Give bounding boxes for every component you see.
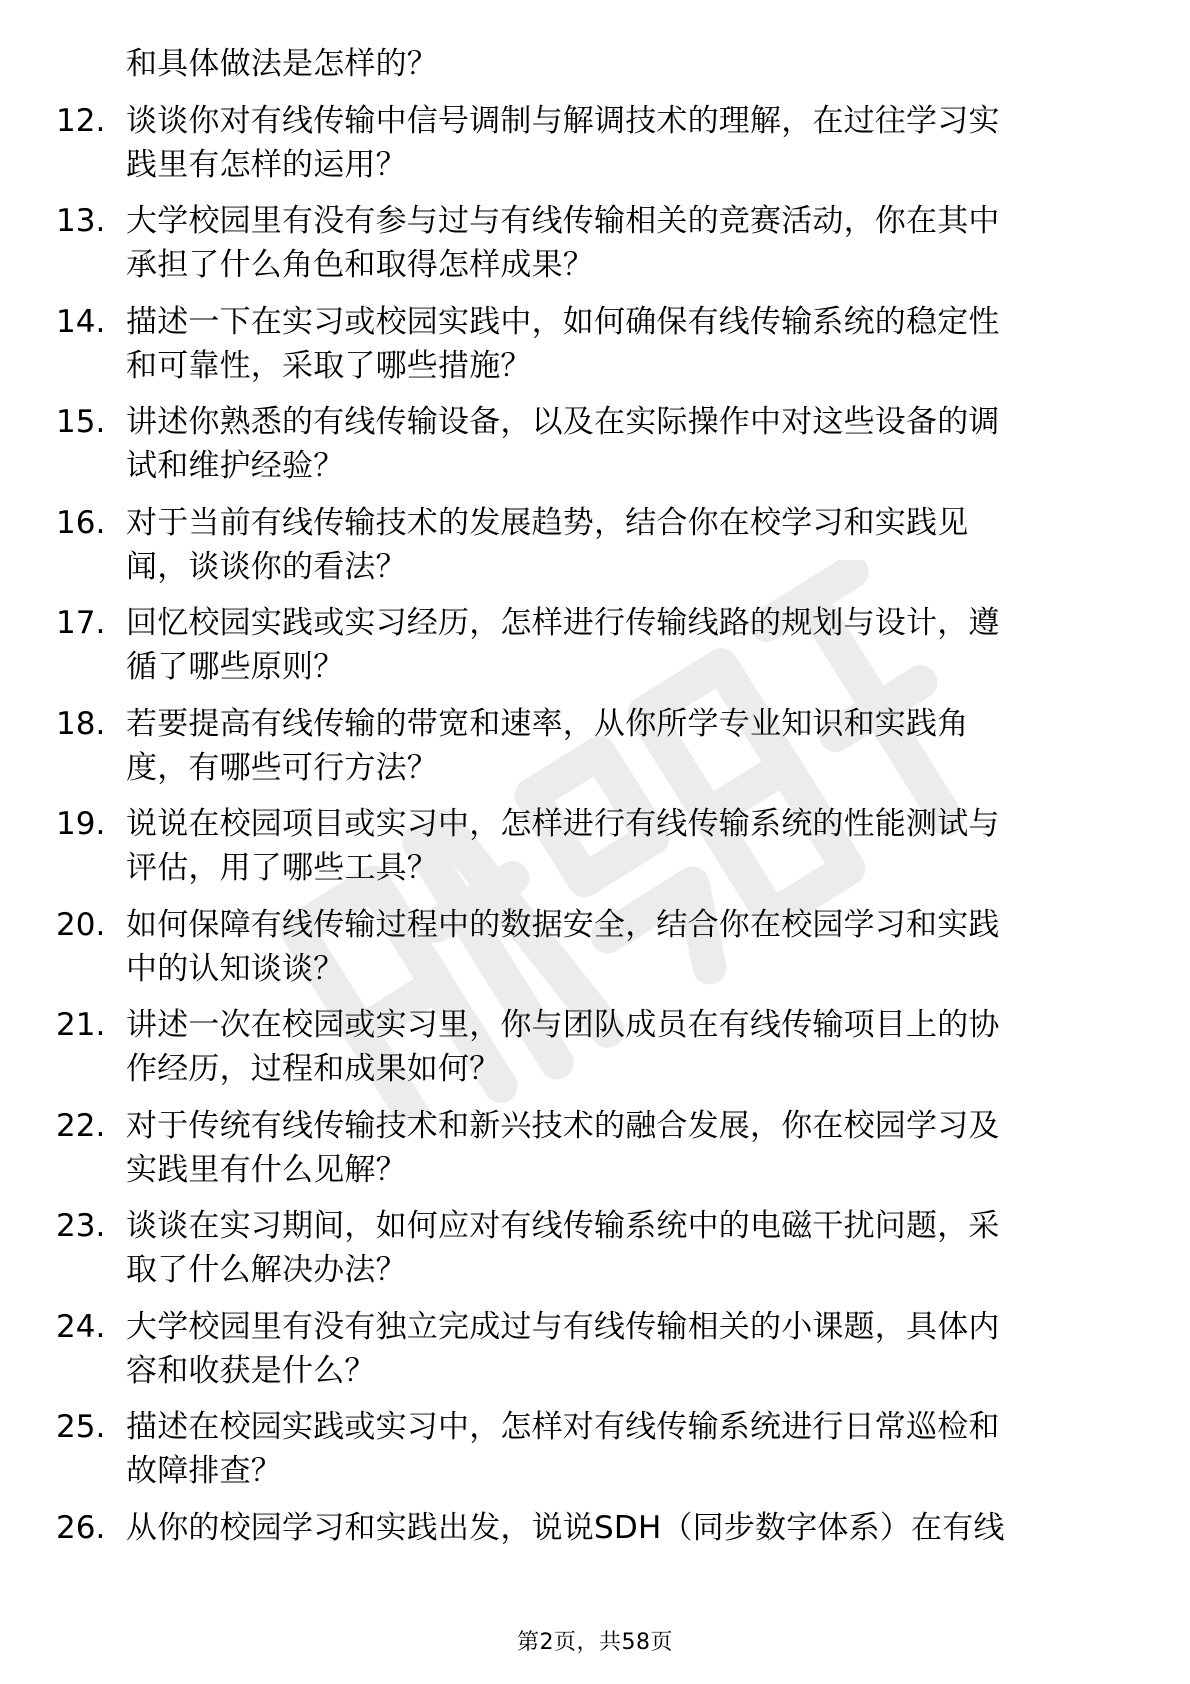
question-text: 对于当前有线传输技术的发展趋势，结合你在校学习和实践见 闻，谈谈你的看法？ — [126, 504, 969, 585]
question-text: 说说在校园项目或实习中，怎样进行有线传输系统的性能测试与 评估，用了哪些工具？ — [126, 806, 1000, 886]
question-text: 大学校园里有没有独立完成过与有线传输相关的小课题，具体内 容和收获是什么？ — [126, 1308, 1000, 1389]
question-number: 12. — [56, 102, 106, 139]
question-text: 谈谈在实习期间，如何应对有线传输系统中的电磁干扰问题，采 取了什么解决办法？ — [126, 1208, 1000, 1288]
question-text: 若要提高有线传输的带宽和速率，从你所学专业知识和实践角 度，有哪些可行方法？ — [126, 705, 969, 786]
question-item-26 — [56, 1506, 1146, 1550]
question-text: 描述一下在实习或校园实践中，如何确保有线传输系统的稳定性 和可靠性，采取了哪些措施？ — [126, 303, 1000, 384]
question-item-15 — [56, 400, 1146, 488]
question-text: 讲述你熟悉的有线传输设备，以及在实际操作中对这些设备的调 试和维护经验？ — [126, 404, 1000, 484]
question-text: 回忆校园实践或实习经历，怎样进行传输线路的规划与设计，遵 循了哪些原则？ — [126, 605, 1000, 685]
question-item-20 — [56, 903, 1146, 991]
question-number: 23. — [56, 1208, 106, 1244]
question-text: 和具体做法是怎样的？ — [126, 46, 438, 82]
question-text: 对于传统有线传输技术和新兴技术的融合发展，你在校园学习及 实践里有什么见解？ — [126, 1107, 1000, 1188]
question-list — [56, 42, 1146, 1562]
question-item-22 — [56, 1104, 1146, 1192]
question-item-14 — [56, 300, 1146, 388]
page-footer — [0, 1628, 1190, 1658]
question-item-18 — [56, 702, 1146, 790]
question-number: 25. — [56, 1409, 106, 1445]
question-item-25 — [56, 1405, 1146, 1493]
question-text: 如何保障有线传输过程中的数据安全，结合你在校园学习和实践 中的认知谈谈？ — [126, 906, 1000, 987]
question-number: 21. — [56, 1007, 106, 1043]
question-text: 讲述一次在校园或实习里，你与团队成员在有线传输项目上的协 作经历，过程和成果如何？ — [126, 1007, 1000, 1087]
question-text: 从你的校园学习和实践出发，说说SDH（同步数字体系）在有线 — [126, 1509, 1005, 1546]
question-item-16 — [56, 501, 1146, 589]
question-item-12 — [56, 99, 1146, 187]
question-item-24 — [56, 1305, 1146, 1393]
question-number: 14. — [56, 303, 106, 340]
question-text: 大学校园里有没有参与过与有线传输相关的竞赛活动，你在其中 承担了什么角色和取得怎样成果？ — [126, 203, 1000, 283]
question-item-21 — [56, 1003, 1146, 1091]
question-number: 13. — [56, 203, 106, 239]
question-text: 描述在校园实践或实习中，怎样对有线传输系统进行日常巡检和 故障排查？ — [126, 1409, 1000, 1489]
question-number: 16. — [56, 504, 106, 541]
question-number: 19. — [56, 806, 106, 842]
question-number: 24. — [56, 1308, 106, 1345]
question-item-23 — [56, 1204, 1146, 1292]
question-number: 20. — [56, 906, 106, 943]
question-item-17 — [56, 601, 1146, 689]
question-item-19 — [56, 802, 1146, 890]
question-number: 26. — [56, 1509, 106, 1546]
question-item-11-continued — [56, 42, 1146, 86]
question-number: 15. — [56, 404, 106, 440]
question-number: 18. — [56, 705, 106, 742]
question-text: 谈谈你对有线传输中信号调制与解调技术的理解，在过往学习实 践里有怎样的运用？ — [126, 102, 1000, 183]
question-number: 22. — [56, 1107, 106, 1144]
page-number-label: 第2页，共58页 — [517, 1630, 673, 1655]
question-item-13 — [56, 199, 1146, 287]
question-number: 17. — [56, 605, 106, 641]
